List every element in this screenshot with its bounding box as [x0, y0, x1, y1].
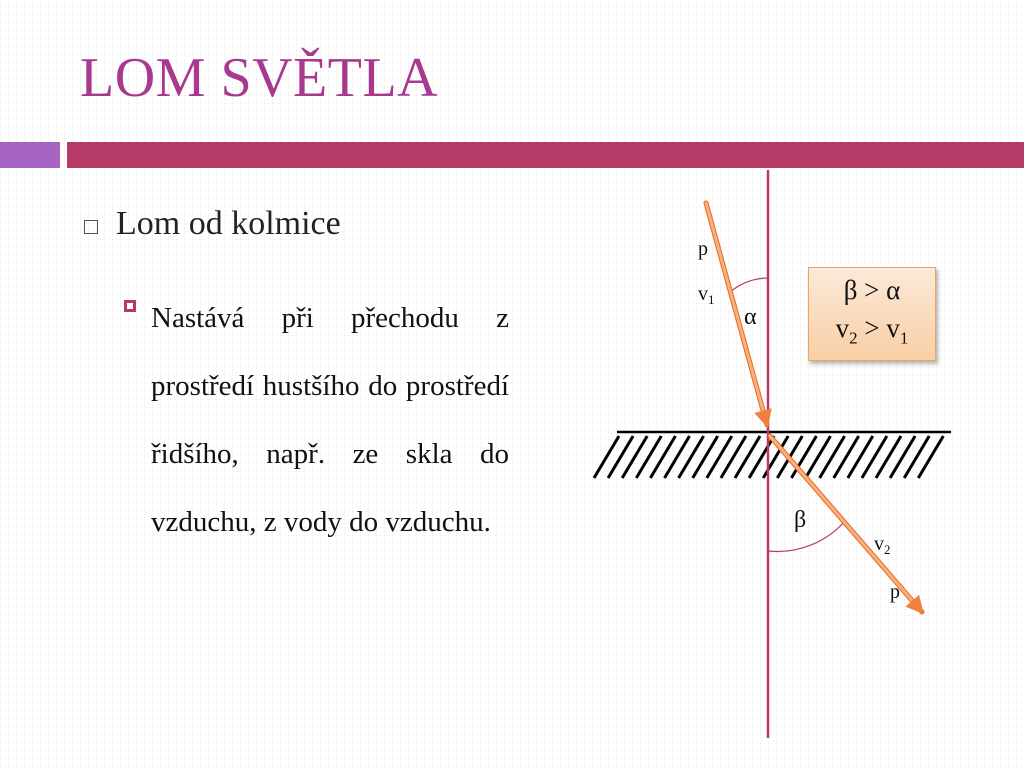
- hatch-mark: [679, 436, 704, 478]
- hatch-mark: [636, 436, 661, 478]
- ray-label-top: p: [698, 238, 708, 260]
- speed-label-bottom: $v_2$: [874, 533, 891, 557]
- hatch-mark: [622, 436, 647, 478]
- hatch-mark: [665, 436, 690, 478]
- hatch-mark: [848, 436, 873, 478]
- hatch-mark: [735, 436, 760, 478]
- relation-speeds: $v_2 > v_1$: [835, 312, 909, 348]
- hatch-mark: [876, 436, 901, 478]
- hatch-mark: [693, 436, 718, 478]
- angle-alpha-arc: [729, 278, 768, 293]
- hatch-mark: [608, 436, 633, 478]
- incident-ray: [706, 203, 767, 425]
- hatch-mark: [834, 436, 859, 478]
- ray-label-bottom: p: [890, 581, 900, 603]
- relation-box: [808, 267, 936, 361]
- hatch-mark: [806, 436, 831, 478]
- angle-beta-label: β: [794, 507, 807, 533]
- hatch-mark: [749, 436, 774, 478]
- hatch-mark: [904, 436, 929, 478]
- slide-title: LOM SVĚTLA: [80, 47, 439, 109]
- hatch-mark: [594, 436, 619, 478]
- hatch-mark: [820, 436, 845, 478]
- bullet-sub-text: Nastává při přechodu z prostředí hustšího do prostředí řidšího, např. ze skla do vzduchu, z vody do vzduchu.: [151, 302, 509, 538]
- hatch-mark: [650, 436, 675, 478]
- angle-beta-arc: [768, 521, 845, 552]
- hatch-mark: [707, 436, 732, 478]
- hatch-mark: [721, 436, 746, 478]
- hatch-mark: [862, 436, 887, 478]
- hatch-mark: [918, 436, 943, 478]
- angle-alpha-label: α: [744, 304, 757, 330]
- hatch-mark: [890, 436, 915, 478]
- bullet-main-text: Lom od kolmice: [116, 205, 341, 242]
- relation-angles: β > α: [843, 274, 901, 305]
- speed-label-top: $v_1$: [698, 283, 715, 307]
